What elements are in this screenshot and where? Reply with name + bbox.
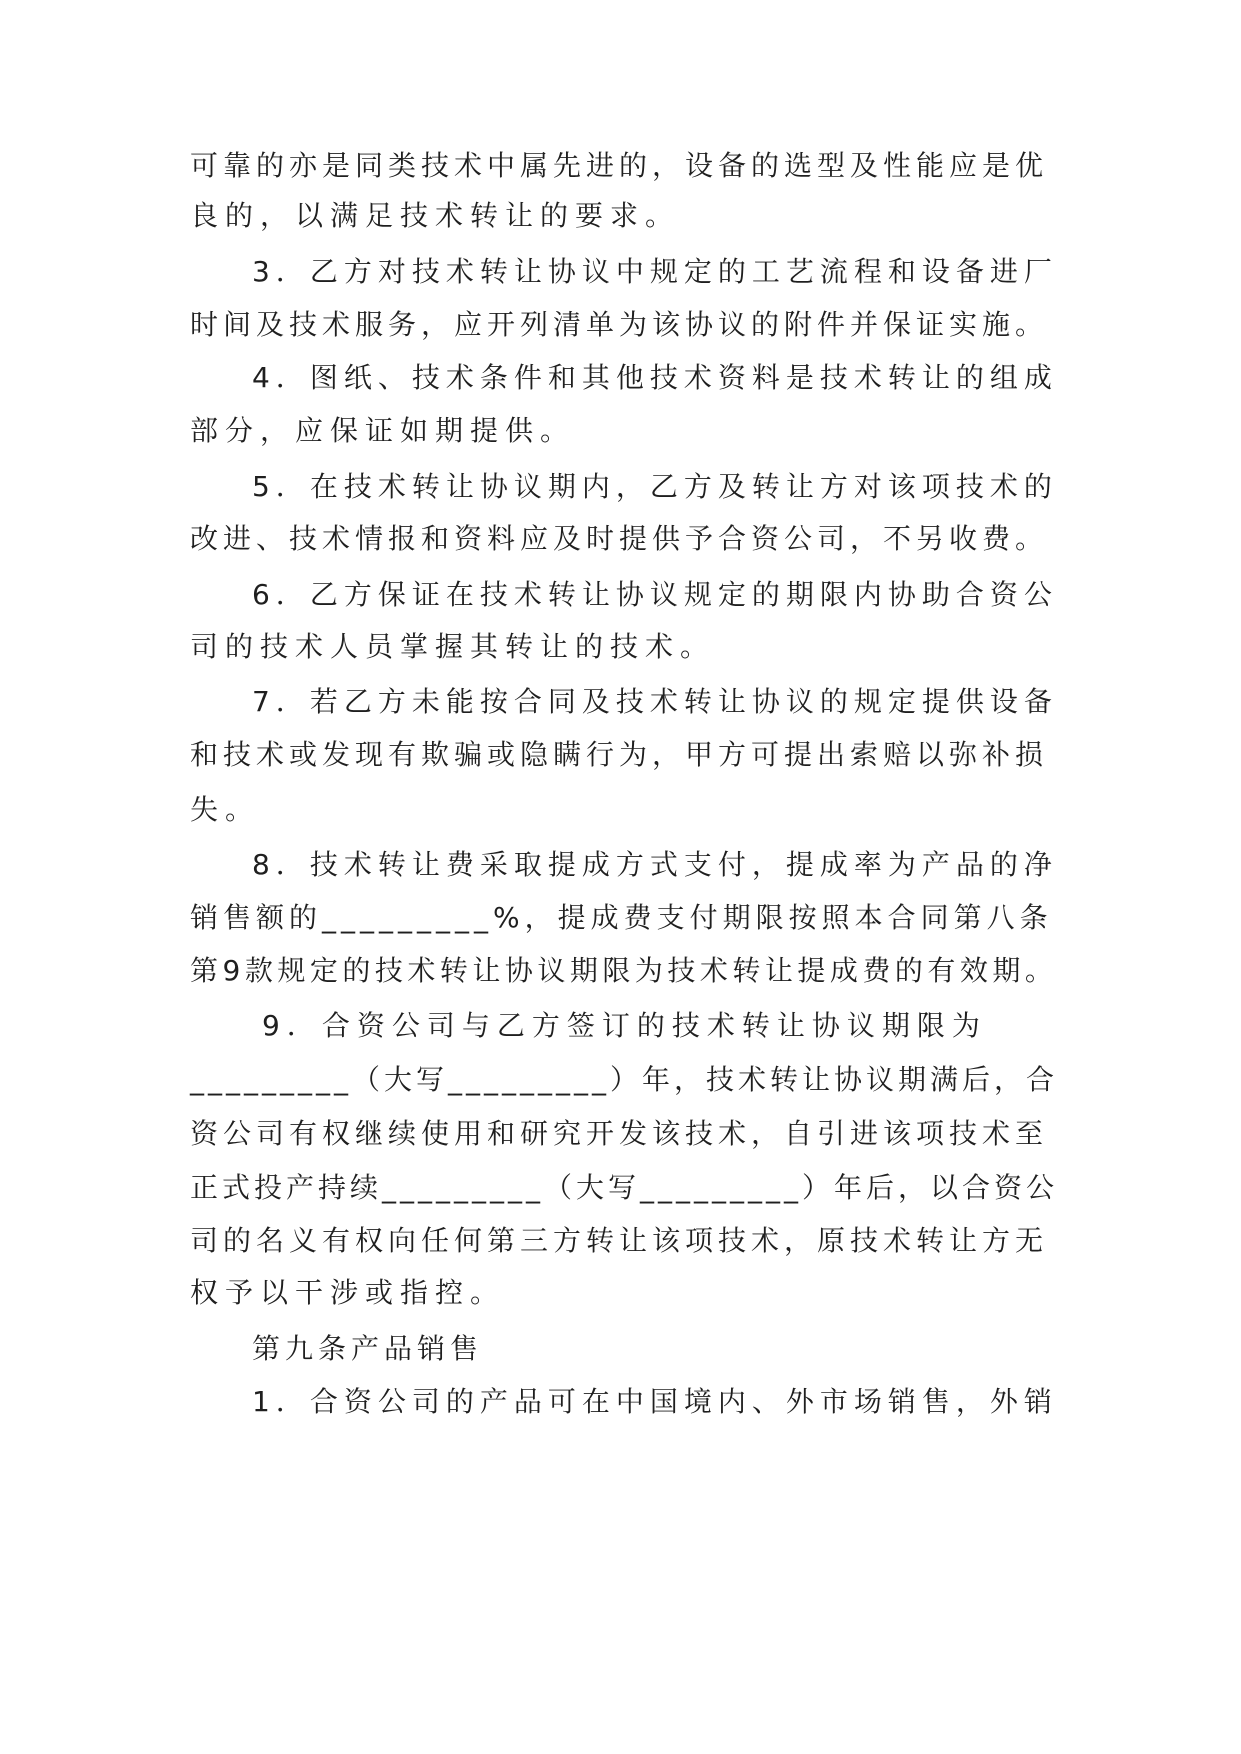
text-line: 6．乙方保证在技术转让协议规定的期限内协助合资公: [252, 578, 1058, 611]
text-line: 司的技术人员掌握其转让的技术。: [190, 630, 716, 663]
text-line: 4．图纸、技术条件和其他技术资料是技术转让的组成: [252, 361, 1058, 394]
text-line: 1．合资公司的产品可在中国境内、外市场销售，外销: [252, 1385, 1058, 1418]
text-line: 良的，以满足技术转让的要求。: [190, 199, 681, 232]
text-line: 3．乙方对技术转让协议中规定的工艺流程和设备进厂: [252, 255, 1058, 288]
text-line: 5．在技术转让协议期内，乙方及转让方对该项技术的: [252, 470, 1058, 503]
text-line: 改进、技术情报和资料应及时提供予合资公司，不另收费。: [190, 522, 1049, 555]
text-line: 8．技术转让费采取提成方式支付，提成率为产品的净: [252, 848, 1058, 881]
text-line: 部分，应保证如期提供。: [190, 414, 576, 447]
text-line: 9．合资公司与乙方签订的技术转让协议期限为: [262, 1009, 987, 1042]
text-line: 可靠的亦是同类技术中属先进的，设备的选型及性能应是优: [190, 149, 1049, 182]
text-line: 和技术或发现有欺骗或隐瞒行为，甲方可提出索赔以弥补损: [190, 738, 1049, 771]
text-line: 权予以干涉或指控。: [190, 1276, 506, 1309]
text-line: 7．若乙方未能按合同及技术转让协议的规定提供设备: [252, 685, 1058, 718]
text-line: 第9款规定的技术转让协议期限为技术转让提成费的有效期。: [190, 954, 1058, 987]
text-line: 时间及技术服务，应开列清单为该协议的附件并保证实施。: [190, 308, 1049, 341]
text-line: 销售额的_________%，提成费支付期限按照本合同第八条: [190, 901, 1053, 934]
text-line: 正式投产持续_________（大写_________）年后，以合资公: [190, 1171, 1059, 1204]
text-line: _________（大写_________）年，技术转让协议期满后，合: [190, 1063, 1059, 1096]
text-line: 资公司有权继续使用和研究开发该技术，自引进该项技术至: [190, 1117, 1049, 1150]
section-heading: 第九条产品销售: [252, 1332, 484, 1365]
text-line: 司的名义有权向任何第三方转让该项技术，原技术转让方无: [190, 1224, 1049, 1257]
text-line: 失。: [190, 793, 261, 826]
